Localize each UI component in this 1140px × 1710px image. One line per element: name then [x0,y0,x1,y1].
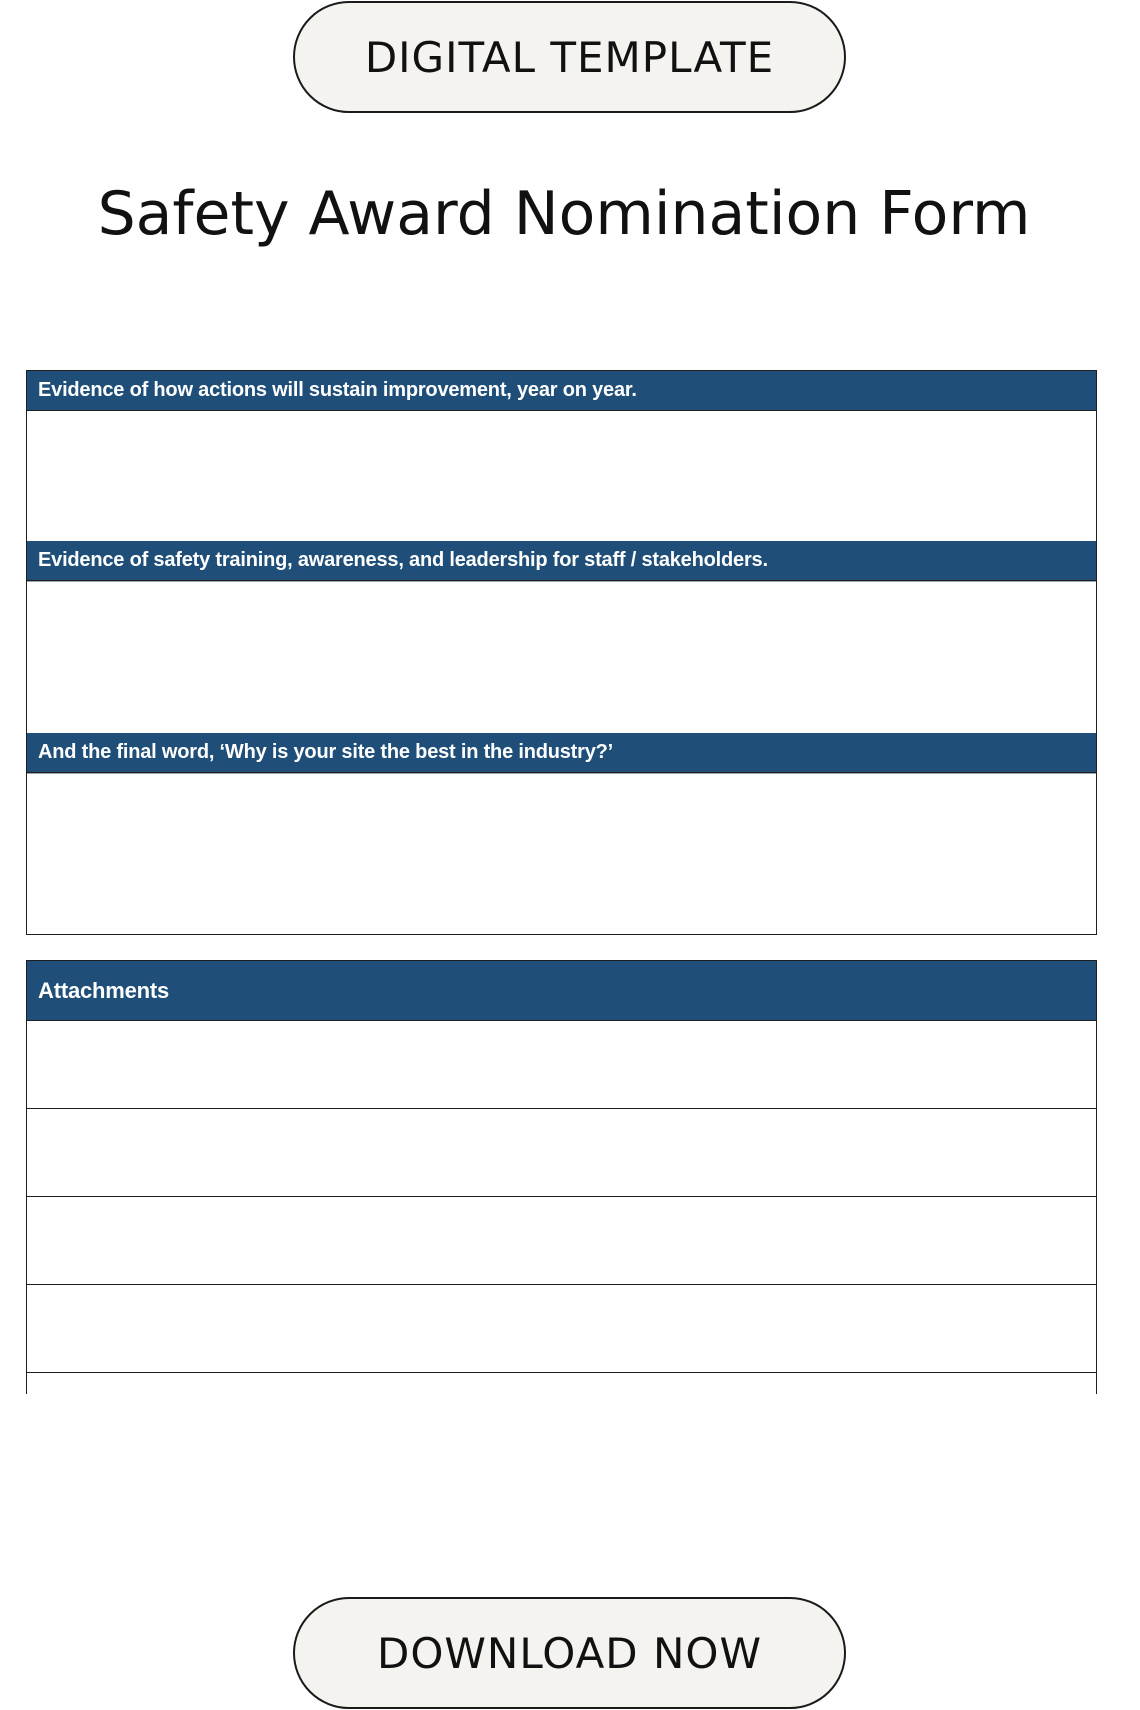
questions-block [26,370,1097,935]
download-now-button[interactable]: DOWNLOAD NOW [293,1597,846,1709]
attachment-row[interactable] [27,1373,1096,1395]
answer-field-sustain-improvement[interactable] [27,411,1096,541]
attachment-row[interactable] [27,1109,1096,1197]
attachments-header: Attachments [27,961,1096,1021]
answer-field-final-word[interactable] [27,773,1096,933]
answer-field-safety-training[interactable] [27,581,1096,733]
section-header-sustain-improvement: Evidence of how actions will sustain improvement, year on year. [27,371,1096,411]
attachments-block [26,960,1097,1394]
attachment-row[interactable] [27,1285,1096,1373]
page-title: Safety Award Nomination Form [97,179,1031,249]
section-header-final-word: And the final word, ‘Why is your site the best in the industry?’ [27,733,1096,773]
attachment-row[interactable] [27,1021,1096,1109]
digital-template-badge: DIGITAL TEMPLATE [293,1,846,113]
section-header-safety-training: Evidence of safety training, awareness, and leadership for staff / stakeholders. [27,541,1096,581]
attachment-row[interactable] [27,1197,1096,1285]
